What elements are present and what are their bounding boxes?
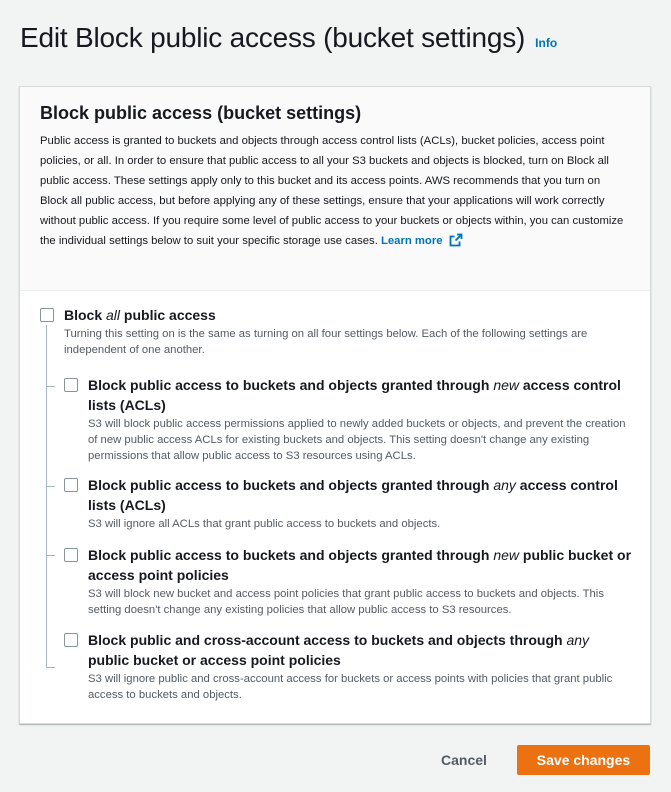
block-any-policies-option	[88, 630, 633, 703]
option-description: S3 will ignore public and cross-account access for buckets or access points with policies that grant public access to buckets and objects.	[88, 673, 613, 701]
option-title: Block public access to buckets and objects granted through any access control lists (ACLs)	[88, 477, 618, 513]
block-new-acls-option	[88, 375, 633, 464]
block-any-acls-checkbox[interactable]	[64, 478, 78, 492]
cancel-button[interactable]: Cancel	[428, 745, 500, 775]
option-title: Block public access to buckets and objects granted through new public bucket or access point policies	[88, 547, 632, 583]
external-link-icon	[449, 233, 463, 254]
tree-connector-line	[46, 325, 47, 667]
panel-header	[20, 87, 650, 291]
option-title: Block public access to buckets and objects granted through new access control lists (ACLs)	[88, 377, 621, 413]
block-all-checkbox[interactable]	[40, 308, 54, 322]
tree-branch	[46, 667, 55, 668]
block-all-description: Turning this setting on is the same as turning on all four settings below. Each of the following settings are independent of one another.	[64, 328, 588, 356]
panel-title: Block public access (bucket settings)	[40, 103, 362, 123]
tree-branch	[46, 555, 55, 556]
option-description: S3 will block new bucket and access point policies that grant public access to buckets and objects. This setting doesn't change any existing policies that allow public access to S3 resources.	[88, 588, 604, 616]
option-description: S3 will ignore all ACLs that grant public access to buckets and objects.	[88, 518, 441, 530]
block-new-policies-option	[88, 545, 633, 618]
block-all-title: Block all public access	[64, 307, 216, 323]
info-link[interactable]: Info	[535, 36, 558, 50]
block-any-policies-checkbox[interactable]	[64, 633, 78, 647]
panel-description	[40, 131, 630, 254]
block-all-option	[64, 305, 634, 358]
learn-more-link[interactable]	[381, 235, 463, 247]
tree-branch	[46, 386, 55, 387]
tree-branch	[46, 486, 55, 487]
learn-more-label: Learn more	[380, 235, 443, 247]
save-changes-button[interactable]: Save changes	[517, 745, 650, 775]
option-title: Block public and cross-account access to buckets and objects through any public bucket or access point policies	[88, 632, 590, 668]
block-new-policies-checkbox[interactable]	[64, 548, 78, 562]
page-title: Edit Block public access (bucket settings)	[20, 22, 526, 53]
panel-description-text: Public access is granted to buckets and objects through access control lists (ACLs), bucket policies, access point policies, or all. In order to ensure that public access to all your S3 buckets and objects is blocked, turn on Block all public access. These settings apply only to this bucket and its access points. AWS recommends that you turn on Block all public access, but before applying any of these settings, ensure that your applications will work correctly without public access. If you require some level of public access to your buckets or objects within, you can customize the individual settings below to suit your specific storage use cases.	[40, 135, 624, 247]
option-description: S3 will block public access permissions applied to newly added buckets or objects, and prevent the creation of new public access ACLs for existing buckets and objects. This setting doesn't change any existing permissions that allow public access to S3 resources using ACLs.	[88, 418, 626, 462]
block-any-acls-option	[88, 475, 633, 532]
block-new-acls-checkbox[interactable]	[64, 378, 78, 392]
page-header	[20, 22, 557, 54]
